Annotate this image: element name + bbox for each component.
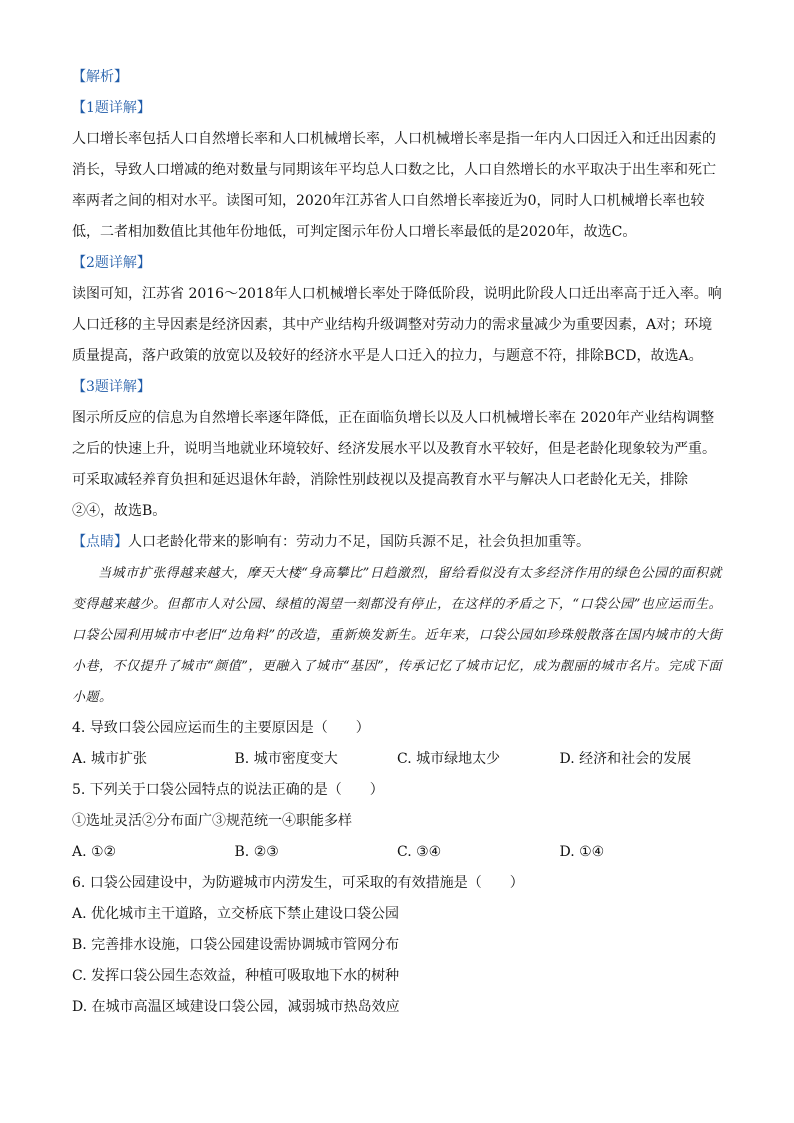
q1-detail-body: 人口增长率包括人口自然增长率和人口机械增长率，人口机械增长率是指一年内人口因迁入和迁出因素的消长，导致人口增减的绝对数量与同期该年平均总人口数之比，人口自然增长的水平取决于出生率和死亡率两者之间的相对水平。读图可知，2020年江苏省人口自然增长率接近为0，同时人口机械增长率也较低，二者相加数值比其他年份地低，可判定图示年份人口增长率最低的是2020年，故选C。 [72,131,716,240]
question-5-option-a: A. ①② [72,844,117,860]
question-4-option-a: A. 城市扩张 [72,751,148,767]
tip-body: 人口老龄化带来的影响有：劳动力不足，国防兵源不足，社会负担加重等。 [128,534,590,550]
q1-detail-heading: 【1题详解】 [72,100,151,116]
question-5-options [72,837,722,868]
reading-passage: 当城市扩张得越来越大，摩天大楼“身高攀比”日趋激烈，留给看似没有太多经济作用的绿色公园的面积就变得越来越少。但都市人对公园、绿植的渴望一刻都没有停止，在这样的矛盾之下，“口袋公园”也应运而生。口袋公园利用城市中老旧“边角料”的改造，重新焕发新生。近年来，口袋公园如珍珠般散落在国内城市的大街小巷，不仅提升了城市“颜值”，更融入了城市“基因”，传承记忆了城市记忆，成为靓丽的城市名片。完成下面小题。 [72,566,722,705]
q2-detail-heading: 【2题详解】 [72,255,151,271]
question-4-option-c: C. 城市绿地太少 [397,751,501,767]
document-content [72,62,722,1023]
question-6-option-a: A. 优化城市主干道路，立交桥底下禁止建设口袋公园 [72,906,400,922]
question-5-stem: 5. 下列关于口袋公园特点的说法正确的是（ ） [72,782,384,798]
question-4-option-d: D. 经济和社会的发展 [559,751,692,767]
question-4-option-b: B. 城市密度变大 [234,751,338,767]
question-6-stem: 6. 口袋公园建设中，为防避城市内涝发生，可采取的有效措施是（ ） [72,875,524,891]
question-6-option-b: B. 完善排水设施，口袋公园建设需协调城市管网分布 [72,937,400,953]
q3-detail-body: 图示所反应的信息为自然增长率逐年降低，正在面临负增长以及人口机械增长率在 2020年产业结构调整之后的快速上升，说明当地就业环境较好、经济发展水平以及教育水平较好，但是老龄化现象较为严重。可采取减轻养育负担和延迟退休年龄，消除性别歧视以及提高教育水平与解决人口老龄化无关，排除②④，故选B。 [72,410,716,519]
question-4-options [72,744,722,775]
q3-detail-heading: 【3题详解】 [72,379,151,395]
tip-line [72,527,722,558]
question-6-option-d: D. 在城市高温区域建设口袋公园，减弱城市热岛效应 [72,999,400,1015]
question-5-statements: ①选址灵活②分布面广③规范统一④职能多样 [72,813,352,829]
question-5-option-b: B. ②③ [234,844,279,860]
tip-heading: 【点睛】 [72,534,128,550]
analysis-heading: 【解析】 [72,69,128,85]
question-4-stem: 4. 导致口袋公园应运而生的主要原因是（ ） [72,720,370,736]
question-5-option-d: D. ①④ [559,844,605,860]
q2-detail-body: 读图可知，江苏省 2016～2018年人口机械增长率处于降低阶段，说明此阶段人口迁出率高于迁入率。响人口迁移的主导因素是经济因素，其中产业结构升级调整对劳动力的需求量减少为重要因素，A对；环境质量提高，落户政策的放宽以及较好的经济水平是人口迁入的拉力，与题意不符，排除BCD，故选A。 [72,286,722,364]
question-6-option-c: C. 发挥口袋公园生态效益，种植可吸取地下水的树种 [72,968,400,984]
question-5-option-c: C. ③④ [397,844,442,860]
